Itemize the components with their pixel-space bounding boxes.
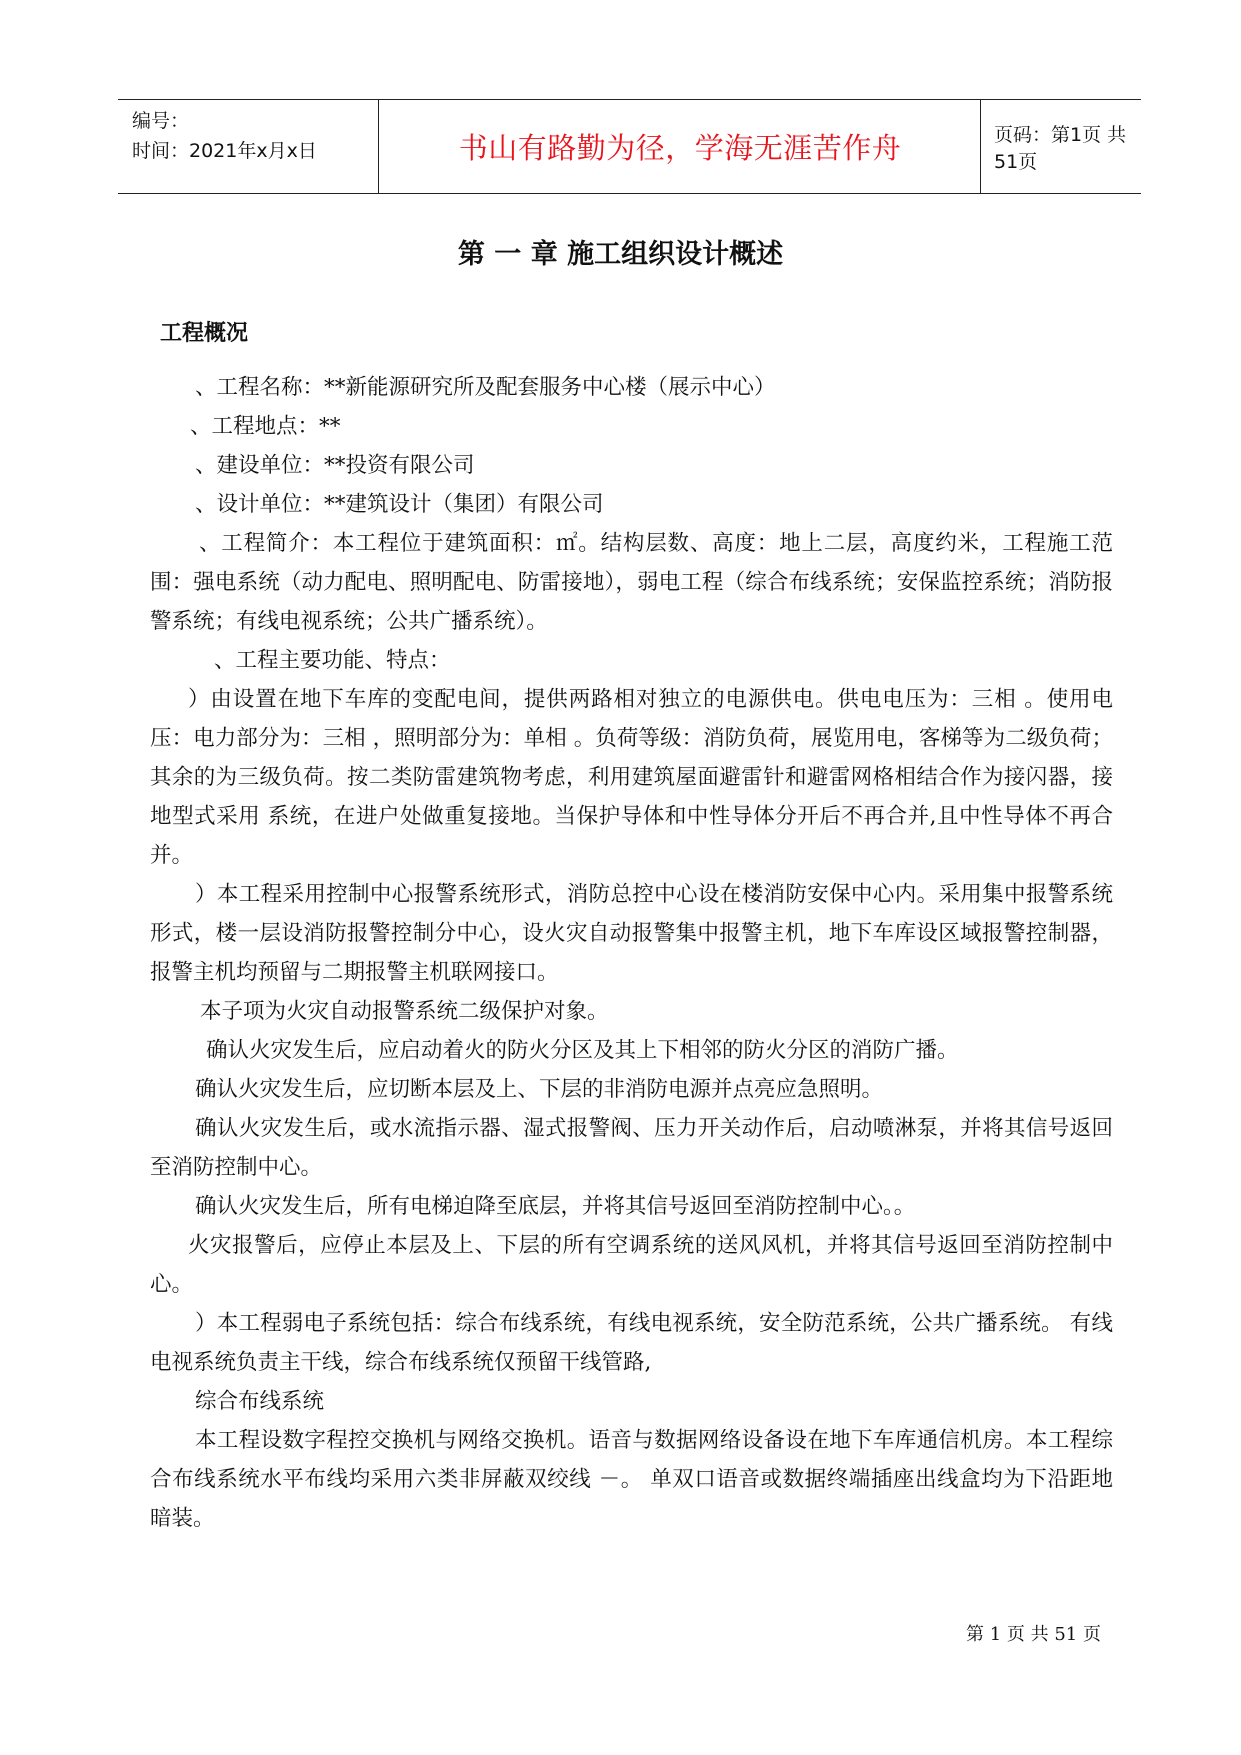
header-meta <box>132 106 377 166</box>
page-header <box>118 99 1141 194</box>
body-paragraph: 综合布线系统 <box>195 1389 325 1414</box>
body-paragraph: 确认火灾发生后，应启动着火的防火分区及其上下相邻的防火分区的消防广播。 <box>206 1038 959 1063</box>
header-divider <box>378 100 379 193</box>
document-number-label: 编号： <box>132 110 190 132</box>
body-paragraph: 火灾报警后，应停止本层及上、下层的所有空调系统的送风风机，并将其信号返回至消防控制中心。 <box>150 1233 1113 1297</box>
body-paragraph: 、工程简介：本工程位于建筑面积：㎡。结构层数、高度：地上二层，高度约米，工程施工范围：强电系统（动力配电、照明配电、防雷接地），弱电工程（综合布线系统；安保监控系统；消防报警系统；有线电视系统；公共广播系统）。 <box>150 531 1113 634</box>
document-body <box>150 368 1113 1538</box>
body-paragraph: 、工程主要功能、特点： <box>214 648 451 673</box>
body-paragraph: 、工程地点：** <box>190 414 341 439</box>
section-title: 工程概况 <box>160 321 249 346</box>
header-motto: 书山有路勤为径，学海无涯苦作舟 <box>458 131 902 165</box>
chapter-title: 第 一 章 施工组织设计概述 <box>457 239 784 270</box>
body-paragraph: 确认火灾发生后，或水流指示器、湿式报警阀、压力开关动作后，启动喷淋泵，并将其信号返回至消防控制中心。 <box>150 1116 1113 1180</box>
header-page-code: 页码：第1页 共51页 <box>994 123 1127 173</box>
body-paragraph: 确认火灾发生后，应切断本层及上、下层的非消防电源并点亮应急照明。 <box>195 1077 884 1102</box>
body-paragraph: ）本工程采用控制中心报警系统形式，消防总控中心设在楼消防安保中心内。采用集中报警系统形式，楼一层设消防报警控制分中心，设火灾自动报警集中报警主机，地下车库设区域报警控制器，报警主机均预留与二期报警主机联网接口。 <box>150 882 1113 985</box>
body-paragraph: 、工程名称：**新能源研究所及配套服务中心楼（展示中心） <box>195 375 776 400</box>
body-paragraph: 、设计单位：**建筑设计（集团）有限公司 <box>195 492 604 517</box>
body-paragraph: ）本工程弱电子系统包括：综合布线系统，有线电视系统，安全防范系统，公共广播系统。 有线电视系统负责主干线，综合布线系统仅预留干线管路, <box>150 1311 1113 1375</box>
body-paragraph: 本子项为火灾自动报警系统二级保护对象。 <box>200 999 609 1024</box>
body-paragraph: 确认火灾发生后，所有电梯迫降至底层，并将其信号返回至消防控制中心。。 <box>195 1194 916 1219</box>
body-paragraph: 本工程设数字程控交换机与网络交换机。语音与数据网络设备设在地下车库通信机房。本工程综合布线系统水平布线均采用六类非屏蔽双绞线 －。 单双口语音或数据终端插座出线盒均为下沿距地 暗装。 <box>150 1428 1113 1531</box>
header-divider <box>980 100 981 193</box>
body-paragraph: 、建设单位：**投资有限公司 <box>195 453 475 478</box>
body-paragraph: ）由设置在地下车库的变配电间，提供两路相对独立的电源供电。供电电压为：三相 。使用电压：电力部分为：三相 ，照明部分为：单相 。负荷等级：消防负荷，展览用电，客梯等为二级负荷；其余的为三级负荷。按二类防雷建筑物考虑，利用建筑屋面避雷针和避雷网格相结合作为接闪器，接地型式采用 系统，在进户处做重复接地。当保护导体和中性导体分开后不再合并,且中性导体不再合并。 <box>150 687 1113 868</box>
page-footer: 第 1 页 共 51 页 <box>966 1624 1101 1645</box>
document-time: 时间：2021年x月x日 <box>132 140 317 162</box>
